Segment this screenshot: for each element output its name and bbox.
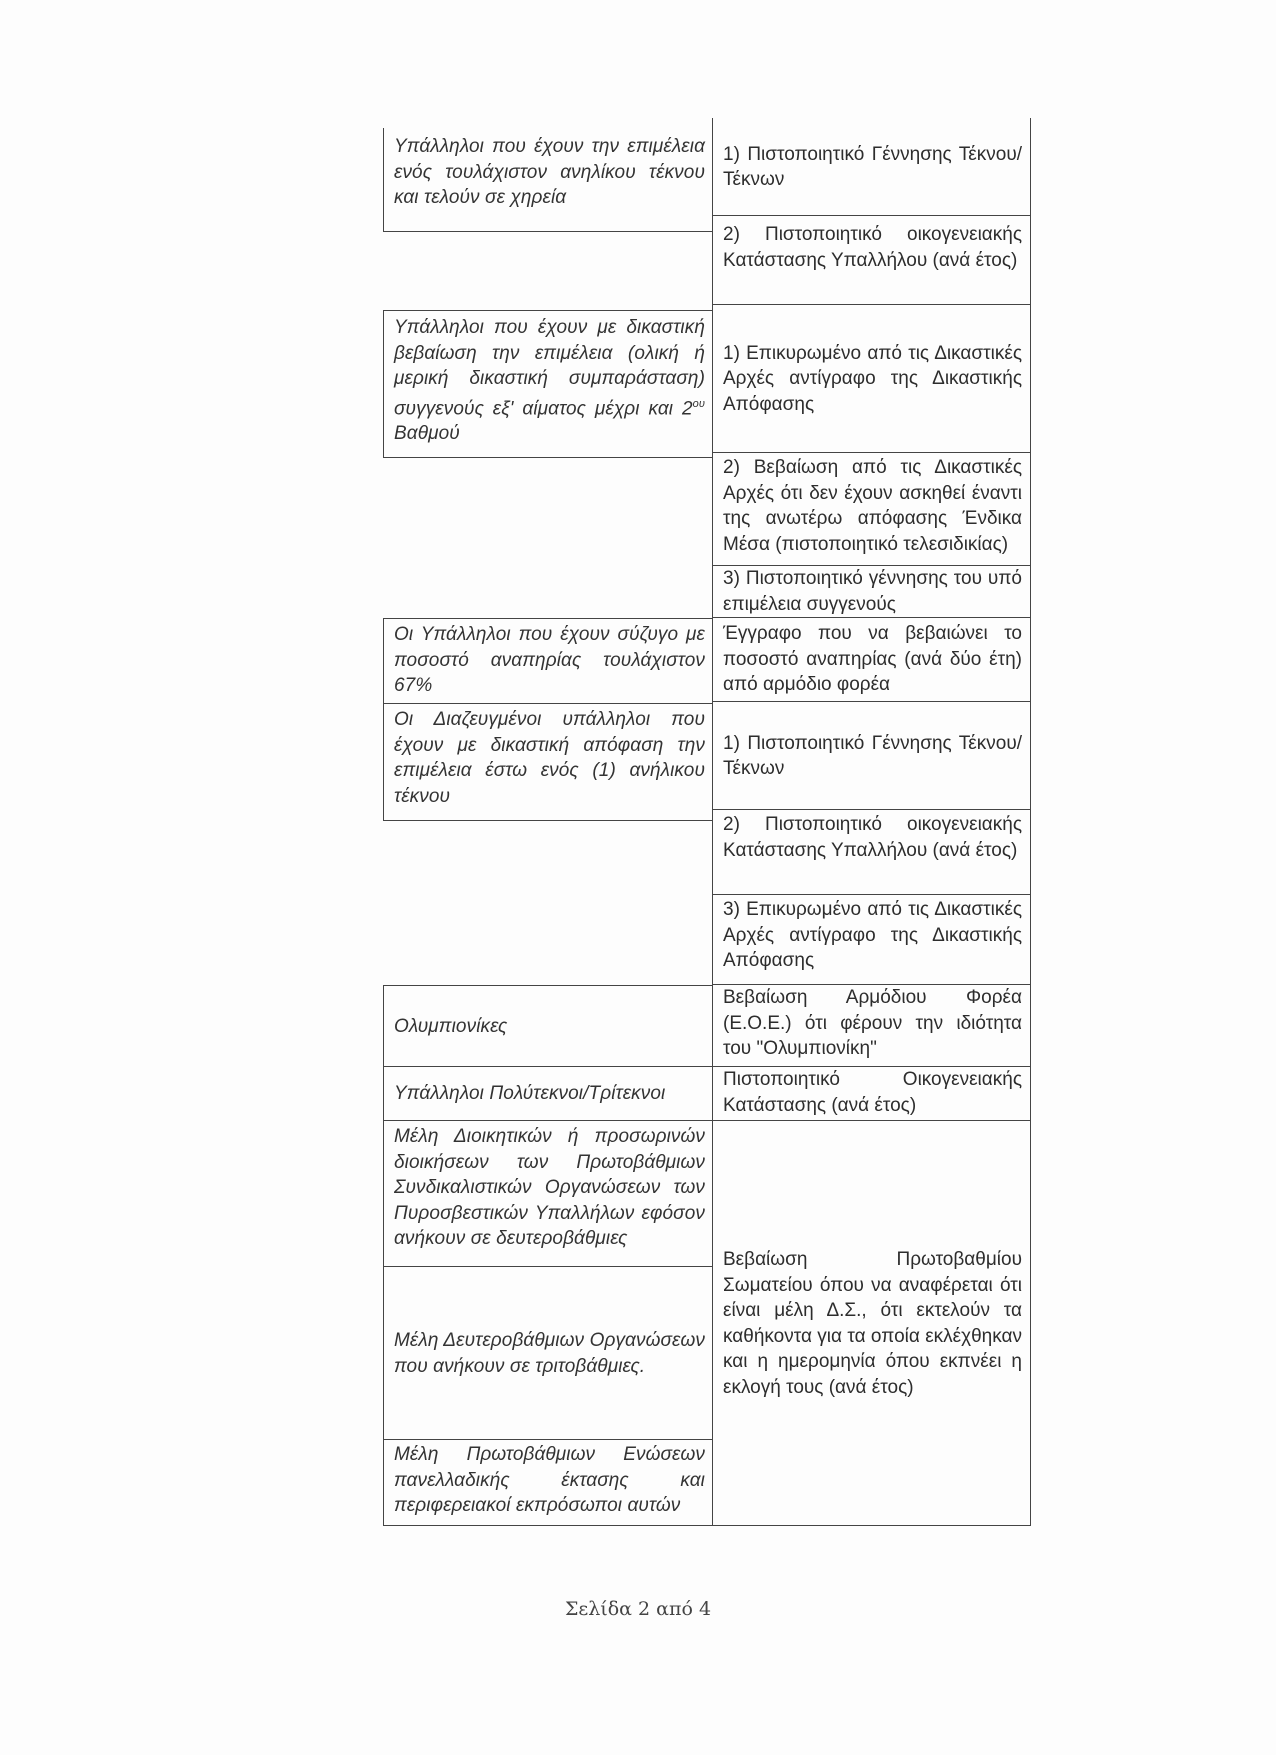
document-text: 1) Πιστοποιητικό Γέννησης Τέκνου/Τέκνων [723,143,1022,190]
document-text: 1) Πιστοποιητικό Γέννησης Τέκνου/Τέκνων [723,732,1022,779]
category-cell: Οι Υπάλληλοι που έχουν σύζυγο με ποσοστό αναπηρίας τουλάχιστον 67% [383,618,713,704]
category-cell: Υπάλληλοι που έχουν την επιμέλεια ενός τουλάχιστον ανηλίκου τέκνου και τελούν σε χηρεία [383,128,713,232]
category-text: Μέλη Δευτεροβάθμιων Οργανώσεων που ανήκουν σε τριτοβάθμιες. [394,1330,705,1377]
document-cell: 3) Πιστοποιητικό γέννησης του υπό επιμέλεια συγγενούς [712,566,1031,618]
document-cell [712,702,1031,810]
document-cell [712,118,1031,216]
document-text: Βεβαίωση Πρωτοβαθμίου Σωματείου όπου να αναφέρεται ότι είναι μέλη Δ.Σ., ότι εκτελούν τα καθήκοντα για τα οποία εκλέχθηκαν και η ημερομηνία όπου εκπνέει η εκλογή τους (ανά έτος) [723,1249,1022,1398]
category-cell [383,1067,713,1121]
document-cell: 2) Πιστοποιητικό οικογενειακής Κατάστασης Υπαλλήλου (ανά έτος) [712,810,1031,895]
category-text: Υπάλληλοι που έχουν με δικαστική βεβαίωση την επιμέλεια (ολική ή μερική δικαστική συμπαράσταση) συγγενούς εξ' αίματος μέχρι και 2 [394,317,705,419]
category-text: Ολυμπιονίκες [394,1015,508,1037]
page-number: Σελίδα 2 από 4 [564,1598,712,1620]
category-cell [383,310,713,458]
document-cell: Βεβαίωση Αρμόδιου Φορέα (Ε.Ο.Ε.) ότι φέρουν την ιδιότητα του "Ολυμπιονίκη" [712,985,1031,1067]
category-text-tail: Βαθμού [394,423,460,445]
document-cell: Έγγραφο που να βεβαιώνει το ποσοστό αναπηρίας (ανά δύο έτη) από αρμόδιο φορέα [712,618,1031,702]
document-cell: 2) Πιστοποιητικό οικογενειακής Κατάστασης Υπαλλήλου (ανά έτος) [712,216,1031,305]
document-cell [712,305,1031,453]
document-cell: Πιστοποιητικό Οικογενειακής Κατάστασης (ανά έτος) [712,1067,1031,1121]
category-text: Υπάλληλοι Πολύτεκνοι/Τρίτεκνοι [394,1083,666,1105]
document-cell: 3) Επικυρωμένο από τις Δικαστικές Αρχές αντίγραφο της Δικαστικής Απόφασης [712,895,1031,985]
document-text: 1) Επικυρωμένο από τις Δικαστικές Αρχές αντίγραφο της Δικαστικής Απόφασης [723,342,1022,415]
category-cell [383,1267,713,1440]
document-cell: 2) Βεβαίωση από τις Δικαστικές Αρχές ότι δεν έχουν ασκηθεί έναντι της ανωτέρω απόφασης Ένδικα Μέσα (πιστοποιητικό τελεσιδικίας) [712,453,1031,566]
document-cell-shared [712,1121,1031,1526]
category-cell: Μέλη Πρωτοβάθμιων Ενώσεων πανελλαδικής έκτασης και περιφερειακοί εκπρόσωποι αυτών [383,1440,713,1526]
category-cell [383,985,713,1067]
category-cell: Οι Διαζευγμένοι υπάλληλοι που έχουν με δικαστική απόφαση την επιμέλεια έστω ενός (1) ανήλικου τέκνου [383,704,713,821]
category-cell: Μέλη Διοικητικών ή προσωρινών διοικήσεων των Πρωτοβάθμιων Συνδικαλιστικών Οργανώσεων των Πυροσβεστικών Υπαλλήλων εφόσον ανήκουν σε δευτεροβάθμιες [383,1121,713,1267]
ordinal-superscript: ου [692,397,705,410]
